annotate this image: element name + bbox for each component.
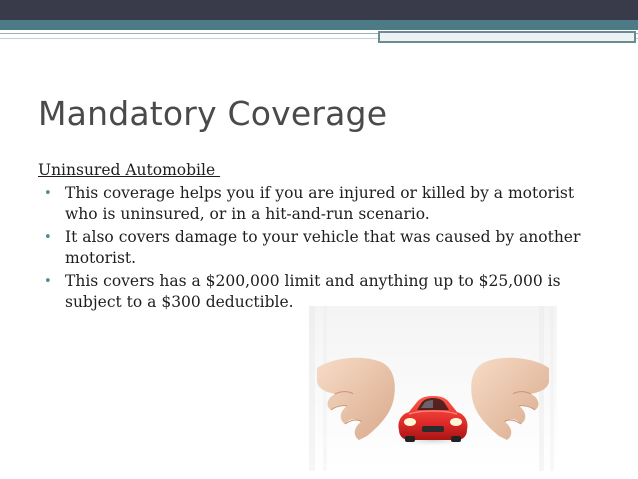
section-heading: Uninsured Automobile [38,161,221,179]
hands-protecting-car-image [309,306,557,471]
bullet-item [38,227,583,270]
bullet-icon: • [44,185,52,201]
bullet-icon: • [44,229,52,245]
slide-body [38,160,583,315]
bullet-icon: • [44,273,52,289]
bullet-item [38,183,583,226]
bullet-text: This covers has a $200,000 limit and anything up to $25,000 is subject to a $300 deductible. [65,271,561,311]
header-bar [0,0,638,20]
header-accent-band [0,20,638,30]
slide-title: Mandatory Coverage [38,94,388,133]
bullet-text: It also covers damage to your vehicle that was caused by another motorist. [65,227,581,267]
bullet-text: This coverage helps you if you are injured or killed by a motorist who is uninsured, or in a hit-and-run scenario. [65,183,575,223]
bullet-list [38,183,583,314]
header-accent-box-inner [380,33,634,41]
